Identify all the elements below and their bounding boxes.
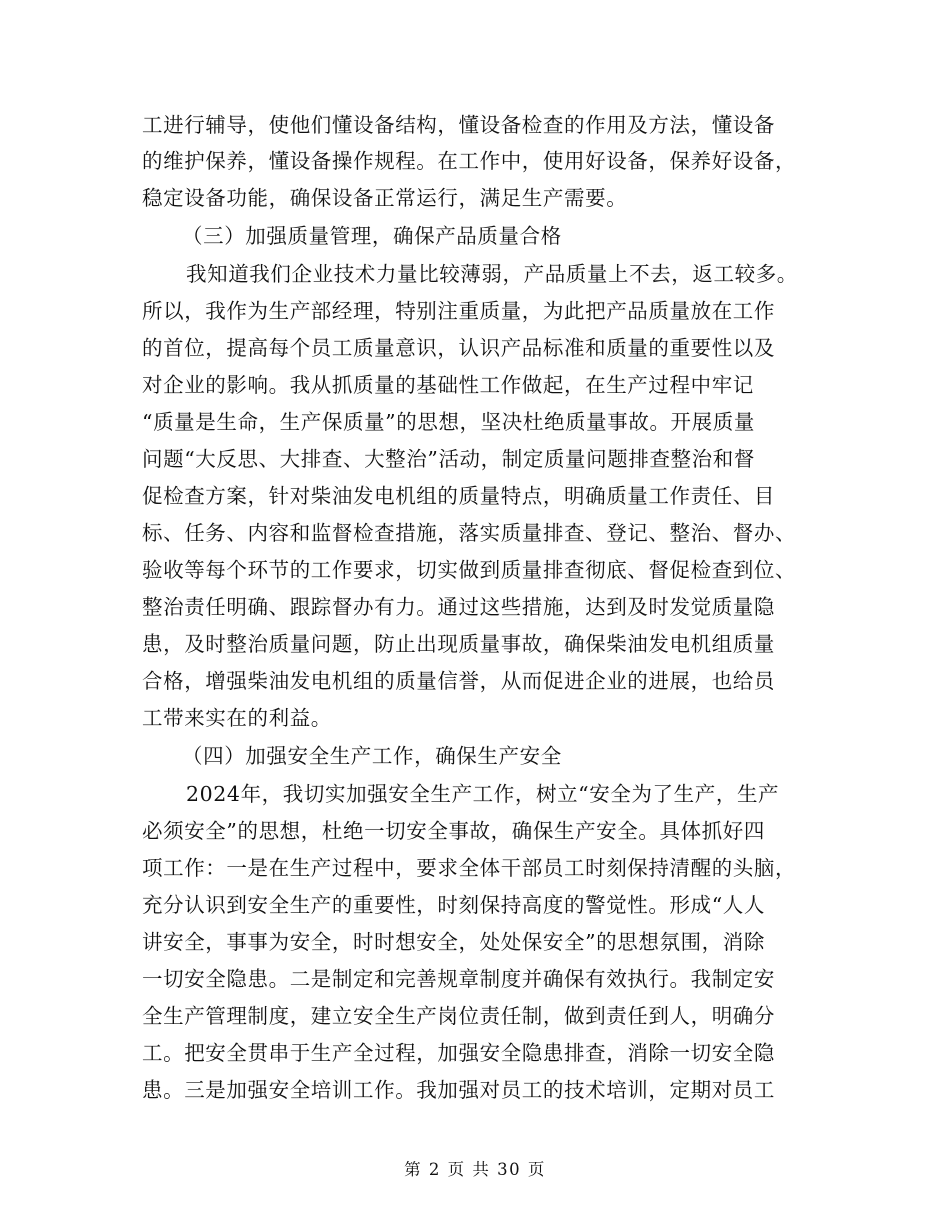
body-line: 全生产管理制度，建立安全生产岗位责任制，做到责任到人，明确分 [142, 1004, 775, 1028]
body-line: 稳定设备功能，确保设备正常运行，满足生产需要。 [142, 186, 628, 210]
body-line: “质量是生命，生产保质量”的思想，坚决杜绝质量事故。开展质量 [142, 410, 755, 434]
body-line: 工带来实在的利益。 [142, 706, 332, 730]
section-heading: （四）加强安全生产工作，确保生产安全 [182, 744, 562, 768]
body-line: 标、任务、内容和监督检查措施，落实质量排查、登记、整治、督办、 [142, 521, 797, 545]
body-line: 所以，我作为生产部经理，特别注重质量，为此把产品质量放在工作 [142, 299, 775, 323]
body-line: 的维护保养，懂设备操作规程。在工作中，使用好设备，保养好设备， [142, 149, 797, 173]
section-heading: （三）加强质量管理，确保产品质量合格 [182, 224, 562, 248]
body-line: 必须安全”的思想，杜绝一切安全事故，确保生产安全。具体抓好四 [142, 819, 765, 843]
page-number-footer: 第 2 页 共 30 页 [404, 1160, 546, 1179]
body-line: 工。把安全贯串于生产全过程，加强安全隐患排查，消除一切安全隐 [142, 1041, 775, 1065]
body-line: 讲安全，事事为安全，时时想安全，处处保安全”的思想氛围，消除 [142, 930, 765, 954]
body-line: 患。三是加强安全培训工作。我加强对员工的技术培训，定期对员工 [142, 1078, 775, 1102]
body-line: 的首位，提高每个员工质量意识，认识产品标准和质量的重要性以及 [142, 336, 775, 360]
body-line: 一切安全隐患。二是制定和完善规章制度并确保有效执行。我制定安 [142, 967, 775, 991]
body-line: 问题“大反思、大排查、大整治”活动，制定质量问题排查整治和督 [142, 447, 755, 471]
body-line: 充分认识到安全生产的重要性，时刻保持高度的警觉性。形成“人人 [142, 893, 765, 917]
body-line: 项工作：一是在生产过程中，要求全体干部员工时刻保持清醒的头脑， [142, 856, 797, 880]
body-line: 整治责任明确、跟踪督办有力。通过这些措施，达到及时发觉质量隐 [142, 595, 775, 619]
body-line: 患，及时整治质量问题，防止出现质量事故，确保柴油发电机组质量 [142, 632, 775, 656]
body-line: 工进行辅导，使他们懂设备结构，懂设备检查的作用及方法，懂设备 [142, 113, 775, 137]
body-line: 验收等每个环节的工作要求，切实做到质量排查彻底、督促检查到位、 [142, 558, 797, 582]
body-line: 合格，增强柴油发电机组的质量信誉，从而促进企业的进展，也给员 [142, 669, 775, 693]
body-line: 我知道我们企业技术力量比较薄弱，产品质量上不去，返工较多。 [186, 262, 798, 286]
body-line: 对企业的影响。我从抓质量的基础性工作做起，在生产过程中牢记 [142, 373, 754, 397]
body-line: 促检查方案，针对柴油发电机组的质量特点，明确质量工作责任、目 [142, 484, 775, 508]
body-line: 2024年，我切实加强安全生产工作，树立“安全为了生产，生产 [186, 782, 780, 806]
